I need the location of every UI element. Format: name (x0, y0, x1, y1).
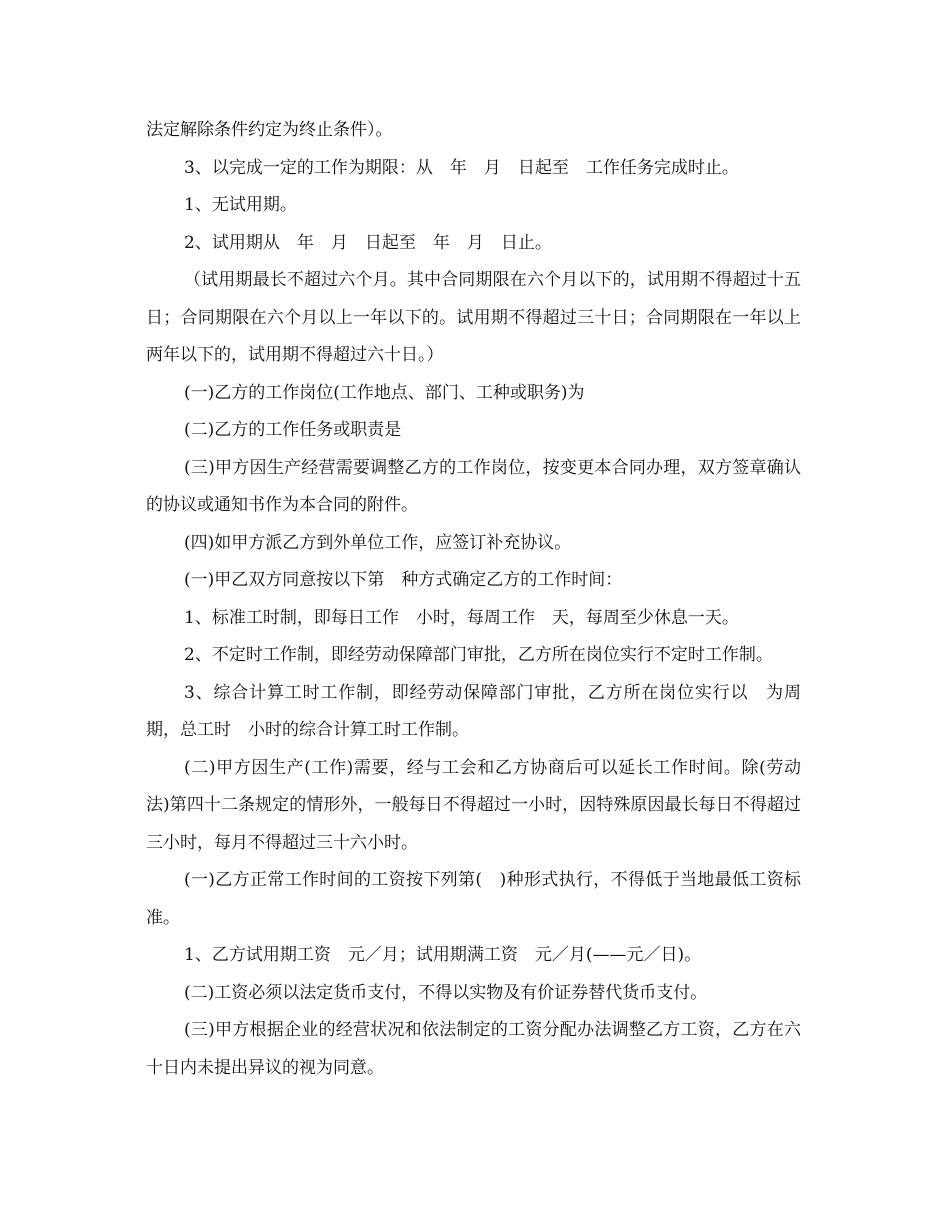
paragraph-external-assignment: (四)如甲方派乙方到外单位工作，应签订补充协议。 (184, 532, 572, 553)
paragraph-position-adjustment: (三)甲方因生产经营需要调整乙方的工作岗位，按变更本合同办理，双方签章确认的协议或通知书作为本合同的附件。 (146, 457, 801, 515)
paragraph-standard-hours: 1、标准工时制，即每日工作 小时，每周工作 天，每周至少休息一天。 (184, 607, 739, 628)
paragraph-job-duties: (二)乙方的工作任务或职责是 (184, 420, 402, 440)
paragraph-flexible-hours: 2、不定时工作制，即经劳动保障部门审批，乙方所在岗位实行不定时工作制。 (184, 645, 773, 665)
paragraph-wage-form: (一)乙方正常工作时间的工资按下列第( )种形式执行，不得低于当地最低工资标准。 (146, 870, 801, 928)
paragraph-comprehensive-hours: 3、综合计算工时工作制，即经劳动保障部门审批，乙方所在岗位实行以 为周期，总工时 小时的综合计算工时工作制。 (146, 682, 801, 740)
paragraph-wage-currency: (二)工资必须以法定货币支付，不得以实物及有价证券替代货币支付。 (184, 982, 708, 1003)
paragraph-wage-adjustment: (三)甲方根据企业的经营状况和依法制定的工资分配办法调整乙方工资，乙方在六十日内未提出异议的视为同意。 (146, 1020, 801, 1078)
paragraph-job-position: (一)乙方的工作岗位(工作地点、部门、工种或职务)为 (184, 382, 585, 403)
paragraph-wage-amounts: 1、乙方试用期工资 元／月；试用期满工资 元／月(——元／日)。 (184, 945, 702, 965)
paragraph-probation-period: 2、试用期从 年 月 日起至 年 月 日止。 (184, 232, 552, 253)
document-page (146, 112, 801, 1087)
paragraph-no-probation: 1、无试用期。 (184, 195, 297, 215)
paragraph-probation-limits: （试用期最长不超过六个月。其中合同期限在六个月以下的，试用期不得超过十五日；合同期限在六个月以上一年以下的。试用期不得超过三十日；合同期限在一年以上两年以下的，试用期不得超过六十日。） (146, 270, 801, 365)
paragraph-termination-conditions: 法定解除条件约定为终止条件）。 (146, 120, 393, 140)
paragraph-overtime: (二)甲方因生产(工作)需要，经与工会和乙方协商后可以延长工作时间。除(劳动法)第四十二条规定的情形外，一般每日不得超过一小时，因特殊原因最长每日不得超过三小时，每月不得超过三十六小时。 (146, 757, 801, 853)
paragraph-working-hours-method: (一)甲乙双方同意按以下第 种方式确定乙方的工作时间： (184, 570, 623, 590)
paragraph-task-based-term: 3、以完成一定的工作为期限：从 年 月 日起至 工作任务完成时止。 (184, 157, 739, 178)
